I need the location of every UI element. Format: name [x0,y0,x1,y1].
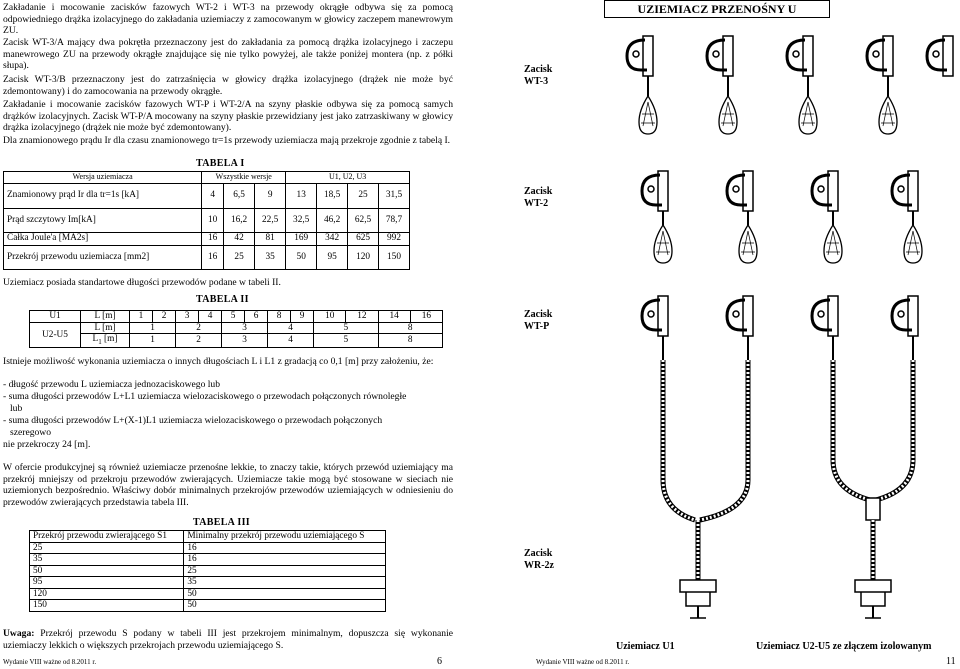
table-cell: 25 [224,245,255,269]
table-row [4,232,410,245]
list-item: lub [10,403,23,414]
table-cell: 16 [202,245,224,269]
table-row-label: Znamionowy prąd Ir dla tr=1s [kA] [4,183,202,208]
table-cell: 16 [202,232,224,245]
table-row [30,588,386,600]
table-cell: 10 [202,208,224,232]
list-item: - długość przewodu L uziemiacza jednozaciskowego lub [3,379,221,390]
table-cell: 4 [202,183,224,208]
paragraph-after-table1: Uziemiacz posiada standartowe długości przewodów podane w tabeli II. [3,277,281,288]
table-cell: 8 [378,334,443,348]
table-row-label: L [m] [81,311,130,323]
clamp-label-line: WT-P [524,321,550,332]
table-row [4,183,410,208]
paragraph-wt3a: Zacisk WT-3/A mający dwa pokrętła przeznaczony jest do zakładania za pomocą drążka izolacyjnego i zaczepu manewrowego ZU na przewody okrągłe znajdujące się nie tylko powyżej, ale także poniżej montera (np. z półki słupa). [3,37,453,71]
table-row-label: Przekrój przewodu uziemiacza [mm2] [4,245,202,269]
table-cell: 150 [30,600,184,612]
table-group-cell: U2-U5 [30,322,81,348]
table-cell: 16,2 [224,208,255,232]
caption-u2-u5: Uziemiacz U2-U5 ze złączem izolowanym [756,641,932,652]
table-cell: 4 [268,322,314,334]
table-cell: 5 [314,334,378,348]
paragraph-section-intro: Dla znamionowego prądu Ir dla czasu znamionowego tr=1s przewody uziemiacza mają przekroje zgodnie z tabelą I. [3,135,451,146]
table-cell: 342 [317,232,348,245]
table-cell: 2 [153,311,176,323]
table-cell: 32,5 [286,208,317,232]
table-cell: 25 [184,565,386,577]
note-label: Uwaga: [3,628,35,639]
table-cell: 25 [348,183,379,208]
clamp-label-line: WT-3 [524,76,549,87]
paragraph-wt3b: Zacisk WT-3/B przeznaczony jest do zatrzaśnięcia w głowicy drążka izolacyjnego (drążek nie może być zdemontowany) i do zamocowania na przewody okrągłe. [3,74,453,97]
list-item: szeregowo [10,427,52,438]
table-row [30,322,443,334]
paragraph-wtp: Zakładanie i mocowanie zacisków fazowych WT-P i WT-2/A na szyny płaskie odbywa się za pomocą samych drążków izolacyjnych. Zacisk WT-P/A mocowany na szyny płaskie przewidziany jest jako zatrzaskiwany w głowicy drążka izolacyjnego (drążek nie może być zdemontowany). [3,99,453,133]
table-cell: 35 [30,554,184,566]
footer: Wydanie VIII ważne od 8.2011 r. [3,658,97,666]
table-cell: 120 [348,245,379,269]
clamp-label-wt2 [524,186,552,210]
clamp-label-line: Zacisk [524,186,553,197]
u1-cable-assembly [663,360,748,580]
grounding-clamps-drawing [580,20,960,635]
table-cell: 150 [379,245,410,269]
table1 [3,171,410,270]
table-cell: 16 [184,554,386,566]
table-cell: 169 [286,232,317,245]
table2-title: TABELA II [196,294,249,305]
table-row [30,542,386,554]
table-cell: 4 [199,311,222,323]
table-cell: 35 [184,577,386,589]
table-cell: 5 [314,322,378,334]
table-row-label: L [m] [81,322,130,334]
table-cell: 50 [184,588,386,600]
note-text: Przekrój przewodu S podany w tabeli III jest przekrojem minimalnym, dopuszcza się wykonanie uziemiaczy lekkich o większych przekrojach przewodu uziemiającego S. [3,628,453,651]
table-row [30,554,386,566]
wr2z-earth-clamps [680,580,891,618]
table-cell: 3 [222,322,268,334]
table-cell: 22,5 [255,208,286,232]
footer-right: Wydanie VIII ważne od 8.2011 r. [536,658,630,666]
list-item: nie przekroczy 24 [m]. [3,439,91,450]
table-cell: 3 [176,311,199,323]
list-item: - suma długości przewodów L+L1 uziemiacza wielozaciskowego o przewodach połączonych równoległe [3,391,407,402]
table-cell: 14 [378,311,410,323]
table-cell: 31,5 [379,183,410,208]
table-cell: 42 [224,232,255,245]
table-row-label: Całka Joule'a [MA2s] [4,232,202,245]
table-cell: 16 [410,311,442,323]
table-cell: 12 [346,311,378,323]
wt3-clamp-row [627,36,953,134]
table-cell: 9 [291,311,314,323]
table-cell: 62,5 [348,208,379,232]
table-cell: 16 [184,542,386,554]
table-cell: 120 [30,588,184,600]
list-item: - suma długości przewodów L+(X-1)L1 uziemiacza wielozaciskowego o przewodach połączonych [3,415,383,426]
page-number: 6 [437,656,442,667]
table3-header-row [30,531,386,543]
table-cell: 78,7 [379,208,410,232]
table-header-cell: Minimalny przekrój przewodu uziemiającego S [184,531,386,543]
table-cell: 46,2 [317,208,348,232]
table-cell: 992 [379,232,410,245]
table-cell: 625 [348,232,379,245]
table2 [29,310,443,348]
clamp-label-wt3 [524,64,552,88]
table3-title: TABELA III [193,517,251,528]
table-header-cell: Przekrój przewodu zwierającego S1 [30,531,184,543]
table-row [30,577,386,589]
table3 [29,530,386,612]
table1-header-row [4,172,410,184]
table-group-cell: U1 [30,311,81,323]
paragraph-lengths: Istnieje możliwość wykonania uziemiacza o innych długościach L i L1 z gradacją co 0,1 [m] przy założeniu, że: [3,356,434,367]
table-cell: 95 [317,245,348,269]
table-cell: 9 [255,183,286,208]
table-cell: 8 [378,322,443,334]
table-row [30,311,443,323]
caption-u1: Uziemiacz U1 [616,641,675,652]
table-row [4,208,410,232]
clamp-label-wtp [524,309,552,333]
table-header-cell: Wersja uziemiacza [4,172,202,184]
table-row [30,600,386,612]
wtp-clamp-row [642,296,918,360]
table-row [4,245,410,269]
table-cell: 50 [30,565,184,577]
page-number-right: 11 [946,656,956,667]
table-header-cell: Wszystkie wersje [202,172,286,184]
table1-title: TABELA I [196,158,245,169]
table-cell: 25 [30,542,184,554]
clamp-label-line: WT-2 [524,198,549,209]
table-cell: 8 [268,311,291,323]
table-cell: 2 [176,334,222,348]
clamp-label-wr2z [524,548,554,572]
table-cell: 81 [255,232,286,245]
table-cell: 1 [130,334,176,348]
table-cell: 50 [286,245,317,269]
table-header-cell: U1, U2, U3 [286,172,410,184]
table-cell: 18,5 [317,183,348,208]
table-cell: 4 [268,334,314,348]
clamp-label-line: Zacisk [524,548,553,559]
table-cell: 3 [222,334,268,348]
table-cell: 95 [30,577,184,589]
left-page [0,0,478,669]
table-cell: 13 [286,183,317,208]
table-cell: 35 [255,245,286,269]
table-cell: 5 [222,311,245,323]
table-cell: 1 [130,322,176,334]
table-cell: 1 [130,311,153,323]
table-row [30,334,443,348]
paragraph-wt2-wt3: Zakładanie i mocowanie zacisków fazowych WT-2 i WT-3 na przewody okrągłe odbywa się za pomocą odpowiedniego drążka izolacyjnego do zakładania uziemiaczy z zamocowanym w głowicy zaczepem manewrowym ZU. [3,2,453,36]
insulated-joint-icon [866,498,880,520]
page-title: UZIEMIACZ PRZENOŚNY U [604,0,830,18]
u2u5-cable-assembly [833,360,913,580]
paragraph-offer: W ofercie produkcyjnej są również uziemiacze przenośne lekkie, to znaczy takie, których przewód uziemiający ma przekrój mniejszy od przekroju przewodów zwierających. Uziemiacze takie mogą być stosowane w sieciach nie uziemionych bezpośrednio. Właściwy dobór minimalnych przekrojów przewodów uziemiających w odniesieniu do przewodów zwierających przedstawia tabela III. [3,462,453,508]
table-cell: 50 [184,600,386,612]
table-row-label: Prąd szczytowy Im[kA] [4,208,202,232]
table-cell: 2 [176,322,222,334]
clamp-label-line: Zacisk [524,64,553,75]
table-cell: 6,5 [224,183,255,208]
clamp-label-line: WR-2z [524,560,554,571]
note [3,628,453,651]
wt2-clamp-row [642,171,922,263]
table-cell: 6 [245,311,268,323]
clamp-label-line: Zacisk [524,309,553,320]
table-row [30,565,386,577]
table-cell: 10 [314,311,346,323]
table-row-label: $L_1$ [m] [81,334,130,348]
